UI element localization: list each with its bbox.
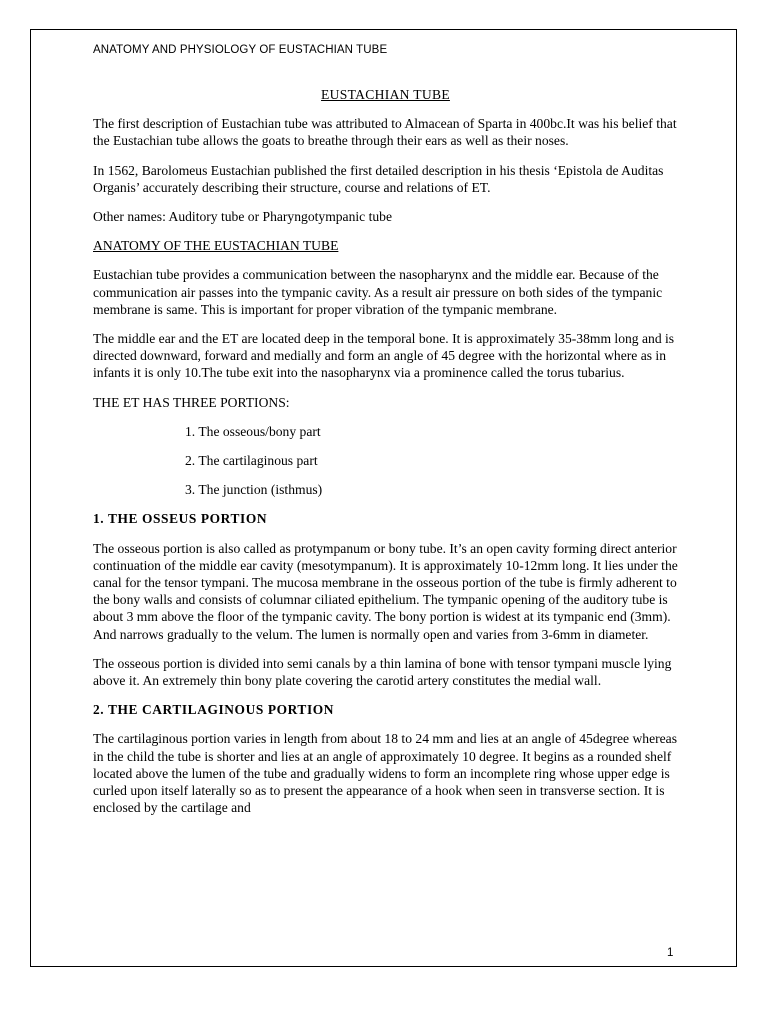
anatomy-paragraph-2: The middle ear and the ET are located deep in the temporal bone. It is approximately 35-38mm long and is directed downward, forward and medially and form an angle of 45 degree with the horizontal where as in infants it is only 10.The tube exit into the nasopharynx via a prominence called the torus tubarius.	[93, 331, 675, 381]
list-item: 3. The junction (isthmus)	[185, 482, 323, 498]
section-heading-cartilaginous: 2. THE CARTILAGINOUS PORTION	[93, 702, 335, 718]
portions-heading: THE ET HAS THREE PORTIONS:	[93, 394, 290, 410]
list-item: 1. The osseous/bony part	[185, 423, 321, 439]
document-body	[93, 86, 678, 829]
intro-paragraph-2: In 1562, Barolomeus Eustachian published the first detailed description in his thesis ‘Epistola de Auditas Organis’ accurately describing their structure, course and relations of ET.	[93, 162, 664, 195]
section-heading-osseous: 1. THE OSSEUS PORTION	[93, 511, 268, 527]
page-number: 1	[667, 947, 674, 959]
intro-paragraph-3: Other names: Auditory tube or Pharyngotympanic tube	[93, 209, 393, 225]
cartilaginous-paragraph-1: The cartilaginous portion varies in length from about 18 to 24 mm and lies at an angle of 45degree whereas in the child the tube is shorter and lies at an angle of approximately 10 degree. It begins as a rounded shelf located above the lumen of the tube and gradually widens to form an incomplete ring whose upper edge is curled upon itself laterally so as to present the appearance of a hook when seen in transverse section. It is enclosed by the cartilage and	[93, 731, 677, 816]
osseous-paragraph-2: The osseous portion is divided into semi canals by a thin lamina of bone with tensor tympani muscle lying above it. An extremely thin bony plate covering the carotid artery constitutes the medial wall.	[93, 655, 672, 689]
list-item: 2. The cartilaginous part	[185, 453, 318, 469]
intro-paragraph-1: The first description of Eustachian tube was attributed to Almacean of Sparta in 400bc.It was his belief that the Eustachian tube allows the goats to breathe through their ears as well as their noses.	[93, 116, 677, 149]
document-title: EUSTACHIAN TUBE	[321, 87, 450, 102]
anatomy-heading: ANATOMY OF THE EUSTACHIAN TUBE	[93, 238, 339, 254]
osseous-paragraph-1: The osseous portion is also called as protympanum or bony tube. It’s an open cavity forming direct anterior continuation of the middle ear cavity (mesotympanum). It is approximately 10-12mm long. It lies under the canal for the tensor tympani. The mucosa membrane in the osseous portion of the tube is firmly adherent to the bony walls and consists of columnar ciliated epithelium. The tympanic opening of the auditory tube is about 3 mm above the floor of the tympanic cavity. The bony portion is widest at its tympanic end (3mm). And narrows gradually to the velum. The lumen is normally open and varies from 3-6mm in diameter.	[93, 540, 678, 642]
running-header: ANATOMY AND PHYSIOLOGY OF EUSTACHIAN TUBE	[93, 44, 388, 56]
anatomy-paragraph-1: Eustachian tube provides a communication between the nasopharynx and the middle ear. Because of the communication air passes into the tympanic cavity. As a result air pressure on both sides of the tympanic membrane is same. This is important for proper vibration of the tympanic membrane.	[93, 267, 663, 317]
